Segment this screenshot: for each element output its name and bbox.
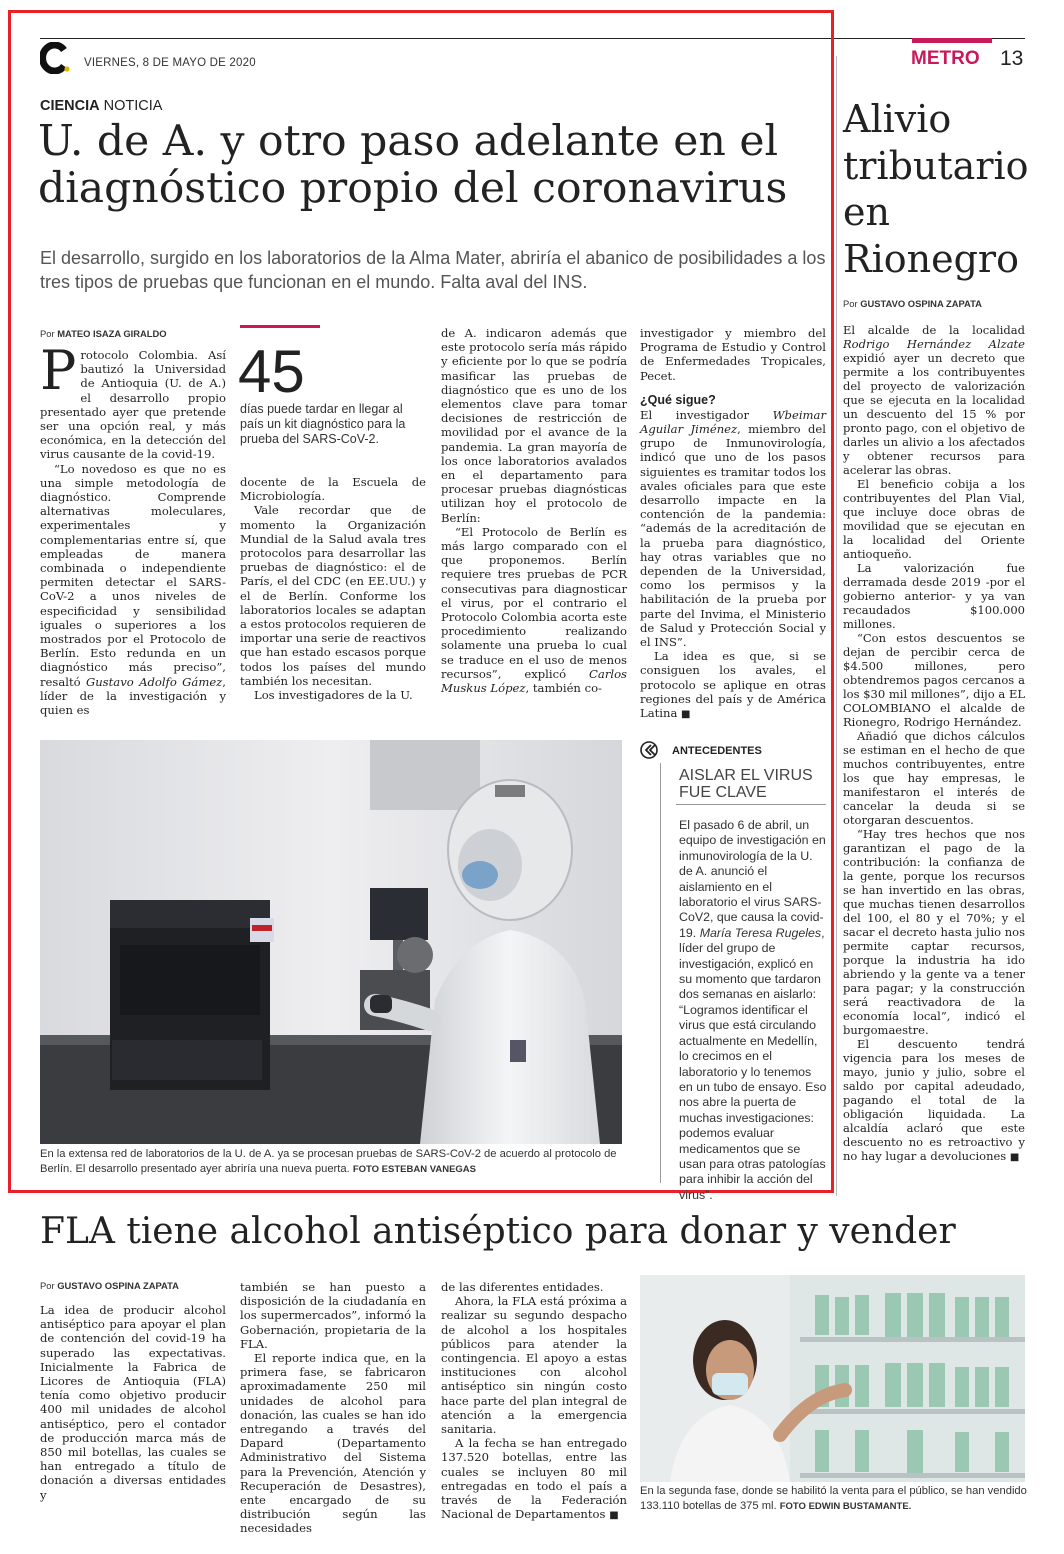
paragraph: La idea de producir alcohol antiséptico para apoyar el plan de contención del covid-19 ha superado las expectativas. Inicialmente la Fabrica de Licores de Antioquia (FLA) tenía como objetivo producir 400 mil unidades de alcohol antiséptico, pero el contador de producción marca más de 850 mil botellas, las cuales se han entregado a título de donación a diversas entidades y	[40, 1303, 226, 1502]
dropcap: P	[40, 339, 77, 402]
double-chevron-left-icon	[640, 741, 662, 759]
paragraph: también se han puesto a disposición de la ciudadanía en los supermercados”, informó la Gobernación, propietaria de la FLA.	[240, 1280, 426, 1351]
page-number: 13	[1000, 47, 1024, 70]
paragraph: Los investigadores de la U.	[254, 688, 413, 703]
bottom-column-2	[240, 1280, 426, 1536]
person-name: María Teresa Rugeles	[699, 925, 822, 940]
photo-credit: FOTO ESTEBAN VANEGAS	[352, 1163, 476, 1175]
paragraph-text: El pasado 6 de abril, un equipo de investigación en inmunovirología de la U. de A. anunció el aislamiento en el laboratorio el virus SARS-CoV2, que causa la covid-19.	[679, 818, 826, 940]
paragraph: “Hay tres hechos que nos garantizan el pago de la contribución: la confianza de la gente, porque los recursos se han invertido en las obras, que muchas tienen desarrollos del 100, el 80 y el 70%; y el sacar el decreto hasta julio nos permite captar recursos, porque la industria ha ido abriendo y la gente va a tener para pagar; y la construcción será reactivadora de la economía local”, indicó el burgomaestre.	[843, 827, 1025, 1037]
paragraph-text: El alcalde de la localidad	[843, 323, 1025, 337]
antecedentes-divider	[676, 804, 826, 805]
person-name: Carlos Muskus López	[441, 666, 627, 696]
main-column-4	[640, 326, 826, 722]
person-name: Gustavo Adolfo Gámez	[85, 674, 223, 689]
paragraph: Añadió que dichos cálculos se estiman en el hecho de que muchos contribuyentes, entre los que hay empresas, le manifestaron el interés de cancelar la deuda si se otorgaran descuentos.	[843, 729, 1025, 827]
paragraph	[843, 1037, 1025, 1165]
stat-accent-rule	[240, 325, 320, 328]
paragraph-text: , miembro del grupo de Inmunovirología, indicó que uno de los pasos siguientes es tramitar todos los avales oficiales para que este desarrollo impacte en la contención de la pandemia: “además de la acreditación de la prueba para diagnóstico, hay otras variables que no dependen de la Universidad, como los permisos y la habilitación de la prueba por parte del Invima, el Ministerio de Salud y Protección Social y el INS”.	[640, 422, 826, 650]
paragraph-text: expidió ayer un decreto que permite a los contribuyentes del proyecto de valorización que se ejecuta en la localidad un descuento del 15 % por pronto pago, con el objetivo de darles un alivio a los afectados y obtener recursos para acelerar las obras.	[843, 351, 1025, 477]
paragraph-text: La idea es que, si se consiguen los avales, el protocolo se aplique en otras regiones del país y de América Latina	[640, 649, 826, 721]
byline-name: GUSTAVO OSPINA ZAPATA	[860, 298, 982, 309]
end-mark: ■	[681, 709, 691, 721]
side-headline: Alivio tributario en Rionegro	[843, 97, 1029, 281]
paragraph	[441, 525, 627, 695]
paragraph-text: “Lo novedoso es que no es una simple metodología de diagnóstico. Comprende alternativas moleculares, experimentales y complementarias entre sí, que empleadas de manera combinada o independiente permiten detectar el SARS-CoV-2 a unos niveles de especificidad y sensibilidad iguales o superiores a los mostrados por el Protocolo de Berlín. Esto redunda en un diagnóstico más preciso”, resaltó	[40, 461, 226, 689]
byline-name: MATEO ISAZA GIRALDO	[57, 328, 167, 339]
kicker-section: CIENCIA	[40, 98, 100, 114]
lead-text: rotocolo Colombia. Así bautizó la Universidad de Antioquia (U. de A.) el desarrollo propio presentado ayer que pretende ser una opción real, y más económica, en la detección del virus causante de la covid-19.	[40, 348, 226, 462]
paragraph	[40, 462, 226, 718]
section-accent-bar	[912, 38, 992, 43]
main-column-2	[240, 475, 426, 702]
lead-paragraph	[40, 339, 226, 462]
byline-name: GUSTAVO OSPINA ZAPATA	[57, 1280, 179, 1291]
paragraph: Vale recordar que de momento la Organización Mundial de la Salud avala tres protocolos para desarrollar las pruebas de diagnóstico: el de París, el del CDC (en EE.UU.) y el de Berlín. Conforme los laboratorios locales se adaptan a estos protocolos requieren de importar una serie de reactivos que han estado escasos porque todos los países del mundo también los necesitan.	[240, 503, 426, 688]
paragraph-text: A la fecha se han entregado 137.520 botellas, entre las cuales se incluyen 80 mil entregadas en todo el país a través de la Federación Nacional de Departamentos	[441, 1436, 627, 1522]
bottom-column-1	[40, 1303, 226, 1502]
antecedentes-rule	[660, 763, 670, 1183]
main-dek: El desarrollo, surgido en los laboratorios de la Alma Mater, abriría el abanico de posibilidades a los tres tipos de pruebas que funcionan en el mundo. Falta aval del INS.	[40, 248, 826, 292]
person-name: Wbeimar Aguilar Jiménez	[640, 407, 826, 437]
main-column-1	[40, 339, 226, 718]
main-byline	[40, 328, 167, 339]
paragraph-text: “El Protocolo de Berlín es más largo comparado con el que proponemos. Berlín requiere tres pruebas de PCR consecutivas para diagnosticar el virus, por el contrario el Protocolo Colombia acorta este procedimiento realizando solamente una prueba lo cual se traduce en el uso de menos recursos”, explicó	[441, 524, 627, 681]
paragraph: docente de la Escuela de Microbiología.	[240, 475, 426, 504]
paragraph: de A. indicaron además que este protocolo sería más rápido y eficiente por lo que se podría masificar las pruebas de diagnóstico que es uno de los elementos clave para tomar decisiones de restricción de movilidad por el avance de la pandemia. La gran mayoría de los once laboratorios avalados en el departamento para procesar pruebas diagnósticas utilizan hoy el protocolo de Berlín:	[441, 326, 627, 525]
caption-text: En la extensa red de laboratorios de la U. de A. ya se procesan pruebas de SARS-CoV-2 de acuerdo al protocolo de Berlín. El desarrollo presentado ayer abriría una nueva puerta.	[40, 1148, 617, 1175]
side-column	[843, 323, 1025, 1165]
main-headline: U. de A. y otro paso adelante en el diagnóstico propio del coronavirus	[38, 117, 788, 213]
stat-number: 45	[238, 338, 305, 405]
kicker	[40, 98, 162, 114]
byline-prefix: Por	[843, 298, 861, 309]
paragraph: El reporte indica que, en la primera fase, se fabricaron aproximadamente 250 mil unidades de alcohol para donación, las cuales se han ido entregando a través del Dapard (Departamento Administrativo del Sistema para la Prevención, Atención y Recuperación de Desastres), ente encargado de su distribución según las necesidades	[240, 1351, 426, 1536]
antecedentes-title: AISLAR EL VIRUS FUE CLAVE	[679, 767, 813, 801]
end-mark: ■	[609, 1510, 619, 1522]
section-name: METRO	[911, 48, 980, 69]
paragraph: La valorización fue derramada desde 2019 -por el gobierno anterior- y ya van recaudados $100.000 millones.	[843, 561, 1025, 631]
paragraph: investigador y miembro del Programa de Estudio y Control de Enfermedades Tropicales, Pecet.	[640, 326, 826, 383]
bottom-headline: FLA tiene alcohol antiséptico para donar y vender	[40, 1211, 956, 1252]
paragraph-text: , también co-	[525, 681, 602, 696]
paragraph: Ahora, la FLA está próxima a realizar su segundo despacho de alcohol a los hospitales públicos para atender la contingencia. El apoyo a estas instituciones con alcohol antiséptico sin ningún costo hace parte del plan integral de atención a la emergencia sanitaria.	[441, 1294, 627, 1437]
column-divider	[836, 56, 837, 1196]
paragraph	[640, 649, 826, 722]
person-name: Rodrigo Hernández Alzate	[843, 337, 1025, 351]
subhead: ¿Qué sigue?	[640, 392, 716, 407]
paragraph	[843, 323, 1025, 477]
side-byline	[843, 298, 982, 309]
paragraph	[441, 1436, 627, 1523]
byline-prefix: Por	[40, 1280, 58, 1291]
byline-prefix: Por	[40, 328, 58, 339]
paragraph: de las diferentes entidades.	[441, 1280, 604, 1294]
paragraph: El beneficio cobija a los contribuyentes del Plan Vial, que incluye doce obras de movilidad que se ejecutan en la localidad del Oriente antioqueño.	[843, 477, 1025, 561]
lab-photo	[40, 740, 622, 1144]
paragraph	[640, 408, 826, 649]
stat-text: días puede tardar en llegar al país un kit diagnóstico para la prueba del SARS-CoV-2.	[240, 402, 406, 446]
end-mark: ■	[1009, 1152, 1020, 1163]
antecedentes-label: ANTECEDENTES	[672, 745, 762, 757]
paragraph-text: El descuento tendrá vigencia para los meses de mayo, junio y julio, sobre el saldo por capital adeudado, pagando el total de la obligación liquidada. La alcaldía aclaró que este descuento no es retroactivo y no hay lugar a devoluciones	[843, 1037, 1025, 1163]
bottom-byline	[40, 1280, 179, 1291]
date-line: VIERNES, 8 DE MAYO DE 2020	[84, 57, 256, 69]
paragraph-text: El investigador	[640, 407, 773, 422]
antecedentes-text	[679, 818, 827, 1203]
paragraph-text: , líder del grupo de investigación, explicó en su momento que tardaron dos semanas en aislarlo: “Logramos identificar el virus que está circulando actualmente en Medellín, lo crecimos en el laboratorio y lo tenemos en un tubo de ensayo. Eso nos abre la puerta de muchas investigaciones: podemos evaluar medicamentos que se usan para otras patologías para inhibir la acción del virus”.	[679, 925, 827, 1202]
paragraph-text: , líder de la investigación y quien es	[40, 674, 226, 718]
main-photo-caption	[40, 1147, 630, 1177]
bottom-photo-caption	[640, 1484, 1030, 1514]
pharmacy-photo	[640, 1275, 1025, 1482]
kicker-type: NOTICIA	[99, 98, 163, 114]
main-column-3	[441, 326, 627, 695]
bottom-column-3	[441, 1280, 627, 1523]
paragraph: “Con estos descuentos se dejan de percibir cerca de $4.500 millones, pero obtendremos pagos cercanos a los $30 mil millones”, dijo a EL COLOMBIANO el alcalde de Rionegro, Rodrigo Hernández.	[843, 631, 1025, 729]
photo-credit: FOTO EDWIN BUSTAMANTE.	[779, 1500, 912, 1512]
caption-text: En la segunda fase, donde se habilitó la venta para el público, se han vendido 133.110 botellas de 375 ml.	[640, 1485, 1027, 1512]
